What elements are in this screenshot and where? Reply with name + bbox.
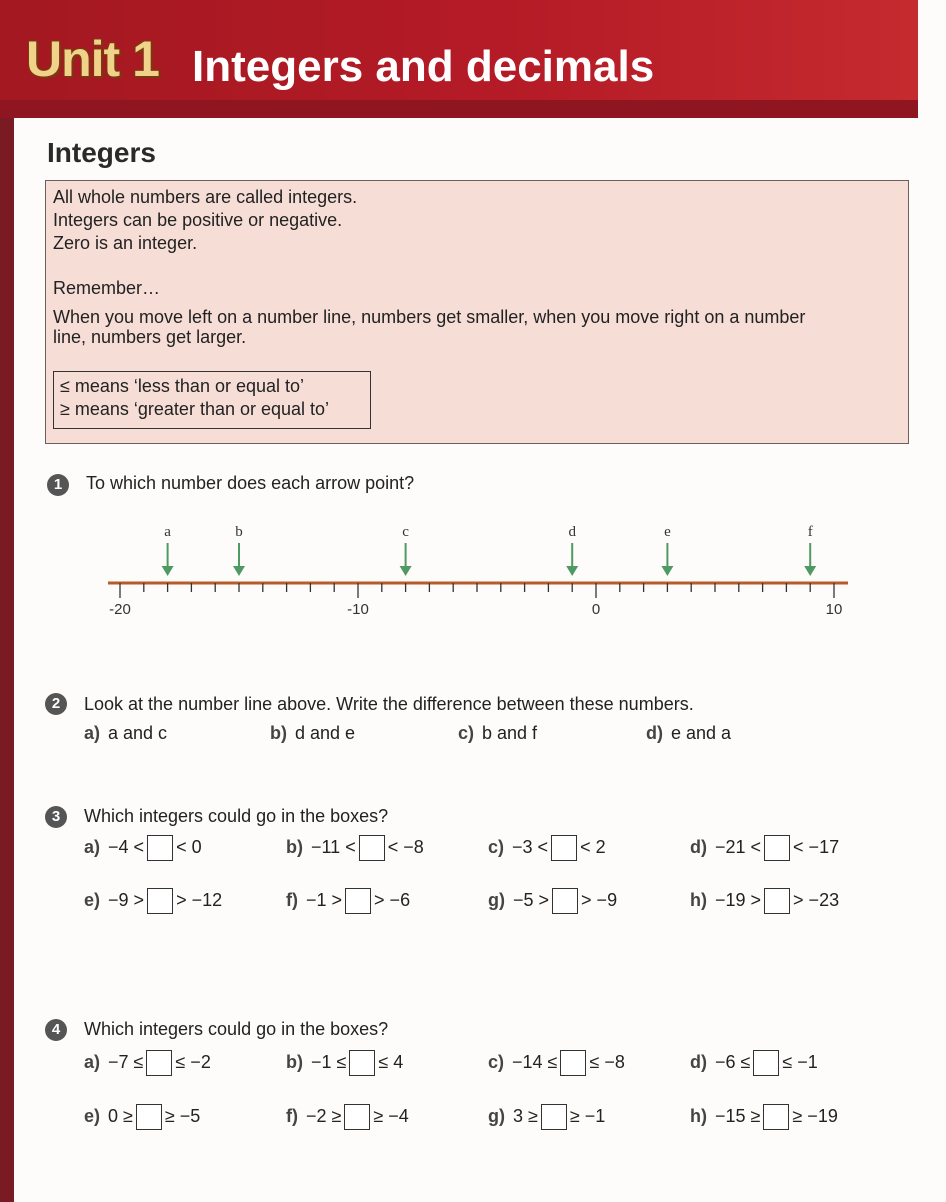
question-number: 2	[45, 693, 67, 715]
arrow-head	[661, 566, 673, 576]
part-letter: b)	[286, 836, 303, 857]
q2-part	[458, 723, 537, 744]
part-letter: a)	[84, 836, 101, 857]
question-text: Which integers could go in the boxes?	[84, 806, 389, 826]
inequality-left: −3 <	[512, 836, 549, 857]
arrow-label: a	[164, 524, 171, 540]
part-letter: a)	[84, 723, 101, 743]
answer-box[interactable]	[146, 1050, 172, 1076]
inequality-left: −21 <	[715, 836, 762, 857]
q3-part	[690, 888, 839, 914]
q4-part	[488, 1050, 625, 1076]
part-letter: c)	[488, 1051, 505, 1072]
answer-box[interactable]	[764, 835, 790, 861]
inequality-right: < 0	[176, 836, 202, 857]
info-line: When you move left on a number line, numbers get smaller, when you move right on a number	[53, 307, 806, 327]
section-title: Integers	[47, 137, 156, 168]
answer-box[interactable]	[147, 888, 173, 914]
inequality-left: −19 >	[715, 889, 762, 910]
part-text: a and c	[108, 723, 168, 743]
number-line-tick-label: 0	[591, 601, 601, 618]
question-text: Look at the number line above. Write the difference between these numbers.	[84, 694, 694, 714]
q2-part	[270, 723, 355, 744]
answer-box[interactable]	[551, 835, 577, 861]
info-line: line, numbers get larger.	[53, 327, 247, 347]
answer-box[interactable]	[560, 1050, 586, 1076]
part-text: e and a	[671, 723, 732, 743]
number-line-tick-label: 10	[825, 601, 843, 618]
part-letter: d)	[690, 1051, 707, 1072]
part-letter: f)	[286, 1105, 298, 1126]
q3-part	[286, 835, 424, 861]
q4-part	[84, 1050, 211, 1076]
inequality-right: ≤ −8	[589, 1051, 625, 1072]
q4-part	[488, 1104, 605, 1130]
inequality-right: ≤ 4	[378, 1051, 404, 1072]
arrow-label: f	[807, 524, 813, 540]
symbol-line: ≥ means ‘greater than or equal to’	[60, 399, 330, 419]
part-letter: e)	[84, 889, 101, 910]
unit-title: Integers and decimals	[192, 42, 655, 91]
answer-box[interactable]	[541, 1104, 567, 1130]
question-text: To which number does each arrow point?	[86, 473, 415, 493]
answer-box[interactable]	[344, 1104, 370, 1130]
arrow-label: e	[664, 524, 671, 540]
question-number: 1	[47, 474, 69, 496]
inequality-left: −4 <	[108, 836, 145, 857]
answer-box[interactable]	[753, 1050, 779, 1076]
part-letter: h)	[690, 889, 707, 910]
q3-part	[488, 888, 617, 914]
inequality-left: −1 ≤	[311, 1051, 347, 1072]
inequality-right: > −23	[793, 889, 840, 910]
info-line: Integers can be positive or negative.	[53, 210, 343, 230]
number-line-tick-label: -20	[109, 601, 131, 618]
answer-box[interactable]	[147, 835, 173, 861]
symbol-box	[53, 371, 371, 429]
inequality-left: −9 >	[108, 889, 145, 910]
symbol-line: ≤ means ‘less than or equal to’	[60, 376, 305, 396]
part-letter: c)	[488, 836, 505, 857]
answer-box[interactable]	[359, 835, 385, 861]
inequality-right: ≤ −2	[175, 1051, 211, 1072]
info-line: Zero is an integer.	[53, 233, 198, 253]
inequality-right: > −12	[176, 889, 223, 910]
q4-part	[690, 1104, 838, 1130]
inequality-right: ≤ −1	[782, 1051, 818, 1072]
inequality-right: > −9	[581, 889, 618, 910]
q3-part	[286, 888, 410, 914]
part-letter: e)	[84, 1105, 101, 1126]
inequality-left: −5 >	[513, 889, 550, 910]
banner-shadow	[0, 100, 918, 118]
inequality-right: < 2	[580, 836, 606, 857]
q4-part	[286, 1050, 403, 1076]
inequality-left: −6 ≤	[715, 1051, 751, 1072]
page-left-border	[0, 118, 14, 1202]
q4-part	[84, 1104, 200, 1130]
part-letter: d)	[690, 836, 707, 857]
inequality-right: ≥ −5	[164, 1105, 201, 1126]
q4-part	[286, 1104, 409, 1130]
inequality-right: ≥ −19	[792, 1105, 838, 1126]
answer-box[interactable]	[552, 888, 578, 914]
part-letter: d)	[646, 723, 663, 743]
part-letter: h)	[690, 1105, 707, 1126]
arrow-label: d	[568, 524, 576, 540]
inequality-left: 0 ≥	[108, 1105, 133, 1126]
question-text: Which integers could go in the boxes?	[84, 1019, 389, 1039]
inequality-left: −14 ≤	[512, 1051, 558, 1072]
inequality-right: ≥ −4	[373, 1105, 409, 1126]
answer-box[interactable]	[345, 888, 371, 914]
q3-part	[690, 835, 839, 861]
inequality-right: < −17	[793, 836, 840, 857]
part-letter: a)	[84, 1051, 101, 1072]
answer-box[interactable]	[764, 888, 790, 914]
inequality-left: 3 ≥	[513, 1105, 538, 1126]
q3-part	[84, 835, 202, 861]
info-line: All whole numbers are called integers.	[53, 187, 358, 207]
question-number: 3	[45, 806, 67, 828]
arrow-head	[233, 566, 245, 576]
part-letter: b)	[286, 1051, 303, 1072]
part-text: d and e	[295, 723, 356, 743]
number-line-tick-label: -10	[347, 601, 369, 618]
part-letter: g)	[488, 1105, 505, 1126]
inequality-left: −2 ≥	[306, 1105, 342, 1126]
inequality-right: > −6	[374, 889, 411, 910]
inequality-left: −7 ≤	[108, 1051, 144, 1072]
part-letter: g)	[488, 889, 505, 910]
arrow-head	[162, 566, 174, 576]
arrow-head	[400, 566, 412, 576]
arrow-label: b	[235, 524, 243, 540]
arrow-label: c	[402, 524, 409, 540]
inequality-left: −11 <	[311, 836, 356, 857]
info-line: Remember…	[53, 278, 161, 298]
answer-box[interactable]	[136, 1104, 162, 1130]
inequality-right: < −8	[387, 836, 424, 857]
info-box	[45, 180, 909, 444]
part-text: b and f	[482, 723, 538, 743]
inequality-left: −1 >	[306, 889, 343, 910]
part-letter: b)	[270, 723, 287, 743]
answer-box[interactable]	[763, 1104, 789, 1130]
part-letter: c)	[458, 723, 475, 743]
arrow-head	[804, 566, 816, 576]
q2-part	[84, 723, 167, 744]
q3-part	[488, 835, 606, 861]
q2-part	[646, 723, 731, 744]
part-letter: f)	[286, 889, 298, 910]
answer-box[interactable]	[349, 1050, 375, 1076]
q3-part	[84, 888, 222, 914]
inequality-left: −15 ≥	[715, 1105, 761, 1126]
inequality-right: ≥ −1	[569, 1105, 606, 1126]
arrow-head	[566, 566, 578, 576]
q4-part	[690, 1050, 818, 1076]
question-number: 4	[45, 1019, 67, 1041]
unit-label: Unit 1	[26, 31, 159, 87]
